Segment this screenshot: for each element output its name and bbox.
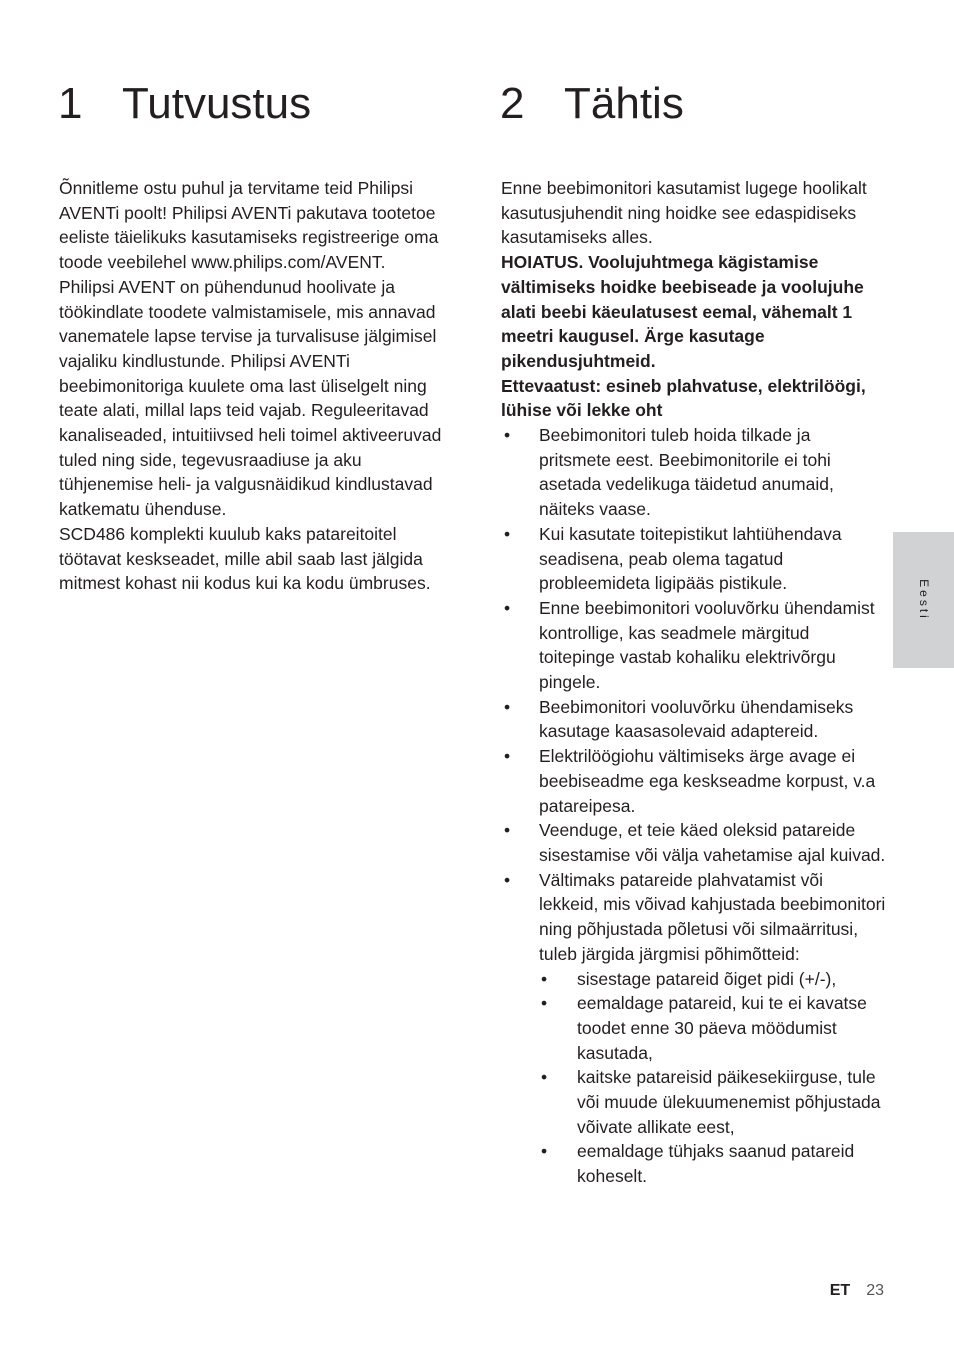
safety-column (501, 176, 886, 1189)
battery-sublist (539, 967, 886, 1189)
section-2-heading (500, 78, 684, 130)
sub-list-item: • eemaldage patareid, kui te ei kavatse toodet enne 30 päeva möödumist kasutada, (539, 991, 886, 1065)
sub-list-item: • kaitske patareisid päikesekiirguse, tule või muude ülekuumenemist põhjustada võivate allikate eest, (539, 1065, 886, 1139)
battery-text: Vältimaks patareide plahvatamist või lekkeid, mis võivad kahjustada beebimonitori ning põhjustada põletusi või silmaärritusi, tuleb järgida järgmisi põhimõtteid: (539, 869, 886, 964)
safety-list (501, 423, 886, 1189)
list-item-battery (501, 868, 886, 1189)
section-1-number: 1 (58, 79, 83, 128)
section-1-heading (58, 78, 311, 130)
language-tab (893, 532, 954, 668)
commitment-paragraph: Philipsi AVENT on pühendunud hoolivate ja töökindlate toodete valmistamisele, mis annavad vanematele lapse tervise ja turvalisuse jälgimisel vajaliku kindlustunde. Philipsi AVENTi beebimonitoriga kuulete oma last üliselgelt ning teate alati, millal laps teid vajab. Reguleeritavad kanaliseaded, intuitiivsed heli toimel aktiveeruvad tuled ning side, tegevusraadiuse ja aku tühjenemise heli- ja valgusnäidikud kindlustavad katkematu ühenduse. (59, 276, 442, 520)
language-tab-label: Eesti (916, 579, 931, 621)
list-item: • Beebimonitori vooluvõrku ühendamiseks kasutage kaasasolevaid adaptereid. (501, 695, 886, 744)
intro-paragraph: Enne beebimonitori kasutamist lugege hoolikalt kasutusjuhendit ning hoidke see edaspidiseks kasutamiseks alles. (501, 178, 867, 248)
warning-paragraph: HOIATUS. Voolujuhtmega kägistamise vältimiseks hoidke beebiseade ja voolujuhe alati beebi käeulatusest eemal, vähemalt 1 meetri kaugusel. Ärge kasutage pikendusjuhtmeid. (501, 252, 864, 371)
welcome-paragraph: Õnnitleme ostu puhul ja tervitame teid Philipsi AVENTi poolt! Philipsi AVENTi pakutava tootetoe eeliste täielikuks kasutamiseks registreerige oma toode veebilehel www.philips.com/AVENT. (59, 178, 439, 273)
intro-column (59, 176, 449, 596)
list-item: • Beebimonitori tuleb hoida tilkade ja pritsmete eest. Beebimonitorile ei tohi asetada vedelikuga täidetud anumaid, näiteks vaase. (501, 423, 886, 522)
section-2-title: Tähtis (564, 79, 684, 128)
package-paragraph: SCD486 komplekti kuulub kaks patareitoitel töötavat keskseadet, mille abil saab last jälgida mitmest kohast nii kodus kui ka kodu ümbruses. (59, 523, 431, 594)
list-item: • Enne beebimonitori vooluvõrku ühendamist kontrollige, kas seadmele märgitud toitepinge vastab kohaliku elektrivõrgu pingele. (501, 596, 886, 695)
language-code: ET (829, 1282, 851, 1299)
page-number: 23 (866, 1282, 884, 1299)
section-1-title: Tutvustus (122, 79, 312, 128)
sub-list-item: • eemaldage tühjaks saanud patareid koheselt. (539, 1139, 886, 1188)
section-2-number: 2 (500, 79, 525, 128)
list-item: • Elektrilöögiohu vältimiseks ärge avage ei beebiseadme ega keskseadme korpust, v.a patareipesa. (501, 744, 886, 818)
list-item: • Kui kasutate toitepistikut lahtiühendava seadisena, peab olema tagatud probleemideta ligipääs pistikule. (501, 522, 886, 596)
sub-list-item: • sisestage patareid õiget pidi (+/-), (539, 967, 886, 992)
list-item: • Veenduge, et teie käed oleksid patareide sisestamise või välja vahetamise ajal kuivad. (501, 818, 886, 867)
caution-paragraph: Ettevaatust: esineb plahvatuse, elektrilöögi, lühise või lekke oht (501, 375, 866, 421)
page-footer (830, 1280, 884, 1302)
